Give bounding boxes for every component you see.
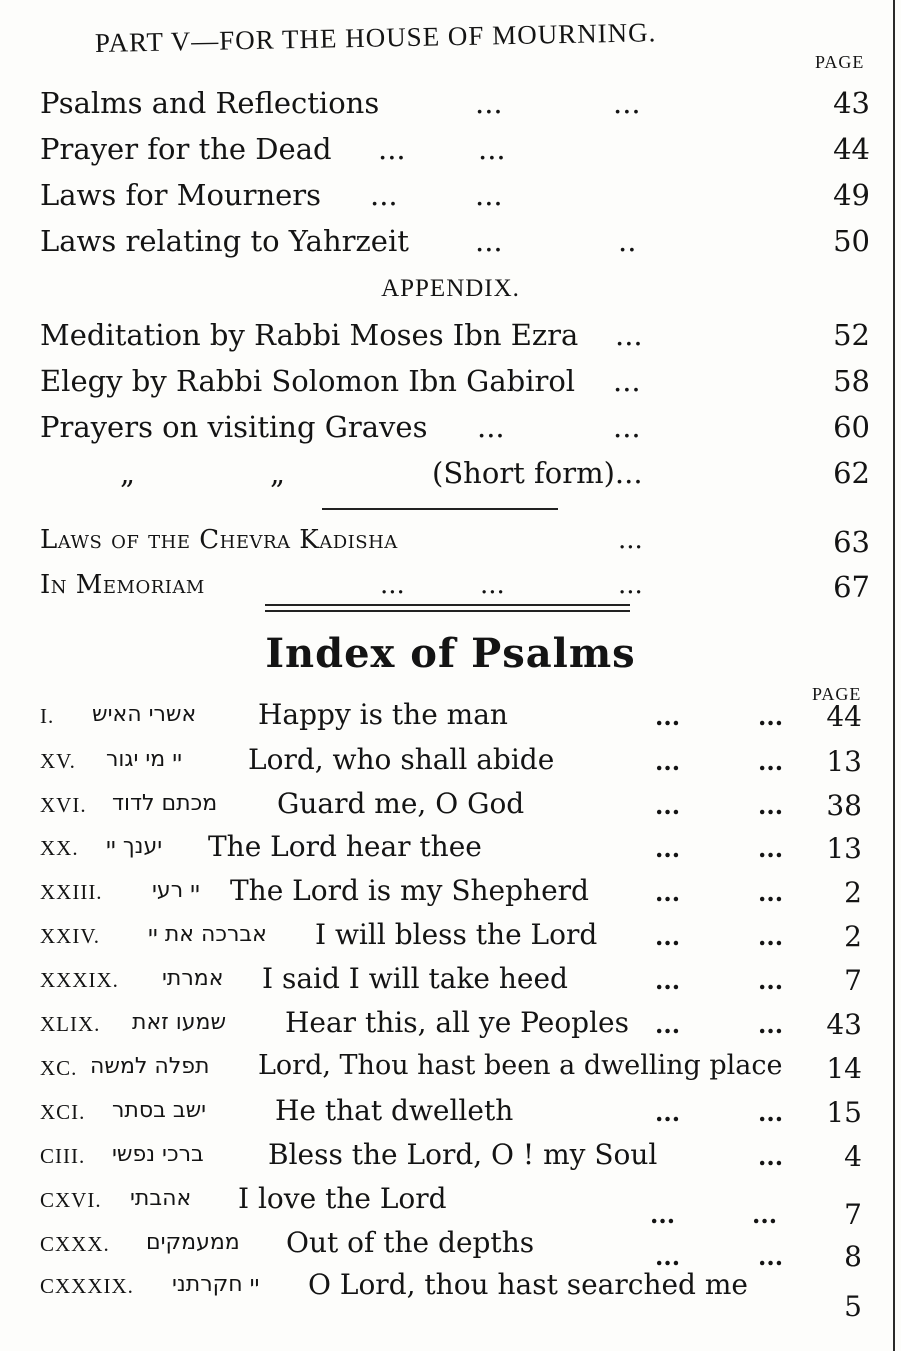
psalm-english-title: He that dwelleth (275, 1094, 514, 1127)
psalm-row (40, 1094, 870, 1134)
leader-dots: ... (618, 570, 643, 600)
psalm-hebrew-incipit: שמעו זאת (132, 1010, 227, 1035)
leader-dots: ... (378, 132, 406, 166)
entry-title: Psalms and Reflections (40, 86, 380, 120)
entry-title: In Memoriam (40, 570, 205, 600)
psalm-page: 8 (844, 1240, 862, 1273)
leader-dots: ... (752, 1200, 778, 1229)
psalm-row (40, 1050, 870, 1090)
psalm-row (40, 1138, 870, 1178)
psalm-number: XXXIX. (40, 968, 119, 992)
toc-entry (40, 364, 870, 404)
leader-dots: ... (475, 224, 503, 258)
psalm-number: XVI. (40, 793, 87, 817)
index-page-column-header: PAGE (812, 684, 862, 704)
leader-dots: ... (655, 791, 681, 820)
leader-dots: ... (655, 1242, 681, 1271)
psalm-english-title: Lord, Thou hast been a dwelling place (258, 1050, 783, 1081)
leader-dots: ... (650, 1200, 676, 1229)
psalm-english-title: The Lord is my Shepherd (230, 874, 589, 907)
psalm-english-title: Happy is the man (258, 698, 508, 731)
psalm-row (40, 1268, 870, 1323)
psalm-row (40, 830, 870, 870)
appendix-heading: APPENDIX. (381, 275, 520, 302)
leader-dots: ... (475, 86, 503, 120)
leader-dots: ... (655, 834, 681, 863)
leader-dots: ... (758, 878, 784, 907)
leader-dots: ... (758, 966, 784, 995)
entry-title: Laws relating to Yahrzeit (40, 224, 409, 258)
psalm-row (40, 743, 870, 783)
leader-dots: ... (758, 1242, 784, 1271)
psalm-page: 2 (844, 876, 862, 909)
psalm-number: CIII. (40, 1144, 86, 1168)
psalm-hebrew-incipit: ישב בסתר (112, 1098, 207, 1123)
psalm-number: XXIV. (40, 924, 101, 948)
psalm-row (40, 698, 870, 738)
psalm-page: 13 (826, 745, 862, 778)
psalm-hebrew-incipit: אברכה את יי (148, 922, 267, 947)
psalm-row (40, 962, 870, 1002)
entry-title: Laws for Mourners (40, 178, 322, 212)
psalm-number: XV. (40, 749, 76, 773)
leader-dots: ... (480, 570, 505, 600)
psalm-page: 14 (826, 1052, 862, 1085)
entry-page: 50 (833, 224, 870, 258)
entry-page: 49 (833, 178, 870, 212)
psalm-english-title: I love the Lord (238, 1182, 447, 1215)
toc-entry (40, 318, 870, 358)
leader-dots: ... (618, 525, 643, 555)
leader-dots: ... (478, 132, 506, 166)
leader-dots: ... (655, 878, 681, 907)
psalm-page: 38 (826, 789, 862, 822)
ditto-mark: „ (270, 456, 286, 490)
psalm-hebrew-incipit: אמרתי (162, 966, 224, 991)
leader-dots: ... (613, 364, 641, 398)
leader-dots: .. (618, 224, 637, 258)
psalm-number: XXIII. (40, 880, 103, 904)
entry-page: 52 (833, 318, 870, 352)
psalm-hebrew-incipit: ממעמקים (146, 1230, 240, 1255)
part-title: PART V—FOR THE HOUSE OF MOURNING. (94, 17, 657, 58)
page-column-header: PAGE (815, 52, 865, 72)
psalm-hebrew-incipit: תפלה למשה (90, 1054, 210, 1079)
leader-dots: ... (477, 410, 505, 444)
entry-title: Prayer for the Dead (40, 132, 332, 166)
leader-dots: ... (758, 791, 784, 820)
leader-dots: ... (655, 966, 681, 995)
entry-title: Laws of the Chevra Kadisha (40, 525, 398, 555)
leader-dots: ... (615, 318, 643, 352)
psalm-number: CXXXIX. (40, 1274, 134, 1298)
toc-entry (40, 525, 870, 565)
psalm-english-title: I said I will take heed (262, 962, 568, 995)
toc-entry (40, 86, 870, 126)
psalm-english-title: O Lord, thou hast searched me (308, 1268, 748, 1301)
psalm-page: 7 (844, 1198, 862, 1231)
psalm-page: 7 (844, 964, 862, 997)
toc-entry (40, 456, 870, 496)
entry-page: 62 (833, 456, 870, 490)
ditto-mark: „ (120, 456, 136, 490)
psalm-row (40, 918, 870, 958)
psalm-row (40, 1226, 870, 1273)
leader-dots: ... (380, 570, 405, 600)
psalm-page: 2 (844, 920, 862, 953)
entry-title: Elegy by Rabbi Solomon Ibn Gabirol (40, 364, 576, 398)
toc-entry (40, 224, 870, 264)
entry-page: 58 (833, 364, 870, 398)
psalm-hebrew-incipit: ברכי נפשי (112, 1142, 204, 1167)
psalm-hebrew-incipit: אשרי האיש (92, 702, 197, 727)
psalm-english-title: I will bless the Lord (315, 918, 598, 951)
entry-title: Prayers on visiting Graves (40, 410, 428, 444)
psalm-english-title: Hear this, all ye Peoples (285, 1006, 629, 1039)
psalm-number: XLIX. (40, 1012, 101, 1036)
leader-dots: ... (475, 178, 503, 212)
toc-entry (40, 178, 870, 218)
psalm-page: 44 (826, 700, 862, 733)
psalm-hebrew-incipit: יענך יי (106, 834, 163, 859)
psalm-page: 13 (826, 832, 862, 865)
psalm-page: 4 (844, 1140, 862, 1173)
psalm-number: XC. (40, 1056, 78, 1080)
leader-dots: ... (370, 178, 398, 212)
entry-page: 43 (833, 86, 870, 120)
psalm-english-title: The Lord hear thee (208, 830, 482, 863)
leader-dots: ... (758, 1010, 784, 1039)
toc-entry (40, 132, 870, 172)
psalm-page: 5 (844, 1290, 862, 1323)
leader-dots: ... (758, 834, 784, 863)
double-rule-top (265, 604, 630, 606)
leader-dots: ... (758, 922, 784, 951)
leader-dots: ... (655, 1098, 681, 1127)
psalm-hebrew-incipit: יי חקרתני (172, 1272, 260, 1297)
psalm-page: 15 (826, 1096, 862, 1129)
leader-dots: ... (758, 1098, 784, 1127)
psalm-number: CXXX. (40, 1232, 110, 1256)
leader-dots: ... (655, 747, 681, 776)
entry-page: 60 (833, 410, 870, 444)
psalm-hebrew-incipit: יי מי יגור (106, 747, 183, 772)
entry-page: 63 (833, 525, 870, 559)
leader-dots: ... (758, 747, 784, 776)
psalm-number: XX. (40, 836, 79, 860)
entry-title: Meditation by Rabbi Moses Ibn Ezra (40, 318, 579, 352)
psalm-row (40, 1006, 870, 1046)
index-title: Index of Psalms (265, 630, 636, 677)
psalm-english-title: Guard me, O God (277, 787, 525, 820)
psalm-hebrew-incipit: אהבתי (130, 1186, 192, 1211)
leader-dots: ... (655, 702, 681, 731)
psalm-number: XCI. (40, 1100, 86, 1124)
psalm-english-title: Bless the Lord, O ! my Soul (268, 1138, 658, 1171)
psalm-hebrew-incipit: מכתם לדוד (112, 791, 218, 816)
psalm-number: I. (40, 704, 55, 728)
psalm-row (40, 874, 870, 914)
entry-title: (Short form)... (432, 456, 643, 490)
psalm-row (40, 787, 870, 827)
section-divider (322, 508, 558, 510)
entry-page: 67 (833, 570, 870, 604)
leader-dots: ... (758, 1142, 784, 1171)
psalm-number: CXVI. (40, 1188, 102, 1212)
leader-dots: ... (655, 922, 681, 951)
psalm-english-title: Out of the depths (286, 1226, 535, 1259)
leader-dots: ... (655, 1010, 681, 1039)
psalm-row (40, 1182, 870, 1231)
leader-dots: ... (758, 702, 784, 731)
psalm-english-title: Lord, who shall abide (248, 743, 555, 776)
entry-page: 44 (833, 132, 870, 166)
psalm-page: 43 (826, 1008, 862, 1041)
double-rule-bottom (265, 610, 630, 612)
leader-dots: ... (613, 410, 641, 444)
toc-entry (40, 410, 870, 450)
leader-dots: ... (613, 86, 641, 120)
psalm-hebrew-incipit: יי רעי (152, 878, 200, 903)
